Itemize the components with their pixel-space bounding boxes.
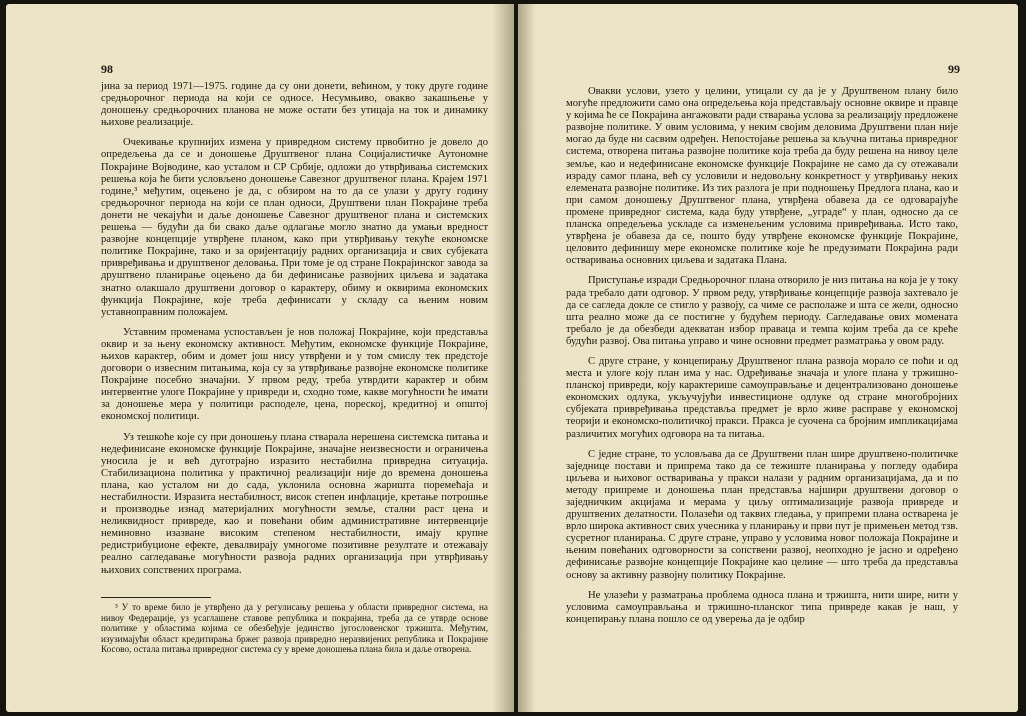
- gutter-shadow: [518, 4, 536, 712]
- page-number: 99: [948, 62, 960, 76]
- footnote-rule: [101, 597, 211, 598]
- left-page: [6, 4, 514, 712]
- paragraph: Не улазећи у разматрања проблема односа плана и тржишта, нити шире, нити у условима самоуправљања и тржишно-планског типа привреде какав је наш, у концепирању плана пошло се од уверења да је одбир: [566, 589, 958, 625]
- paragraph: С друге стране, у концепирању Друштвеног плана развоја морало се поћи и од места и улоге коју план има у нас. Одређивање значаја и улоге плана у тржишно-планској привреди, коју карактерише самоуправљање и децентрализовано доношење економских одлука, укључујући инвестиционе одлуке од стране многобројних субјеката привређивања представља предмет је врло живе расправе у економској теорији и економско-политичкој пракси. Пракса је суочена са бројним импликацијама различитих могућих одговора на та питања.: [566, 355, 958, 440]
- paragraph: Овакви услови, узето у целини, утицали су да је у Друштвеном плану било могуће предложити само она опредељења која представљају основне оквире и правце у којима ће се Покрајина ангажовати ради стварања услова за реализацију предложене развојне политике. У овим условима, у неким својим деловима Друштвени план није могао да буде ни сасвим одређен. Непостојање решења за кључна питања привредног система, отворена питања развојне политике која треба да буду решена на нивоу целе земље, као и недефинисане економске функције Покрајине не само да су отежавали израду самог плана, већ су условили и недовољну конкретност у утврђивању неких елемената развојне политике. Из тих разлога је при подношењу Предлога плана, као и при самом доношењу Друштвеног плана, утврђена обавеза да се одговарајуће промене привредног система, када буду утврђене, „уграде“ у план, односно да се планска опредељења ускладе са изменељеним условима привређивања. Исто тако, утврђена је обавеза да се, пошто буду утврђене економске функције Покрајине, целовито дефинишу мере економске политике које ће предузимати Покрајина ради остваривања основних циљева и задатака Плана.: [566, 86, 958, 267]
- paragraph: Уставним променама успостављен је нов положај Покрајине, који представља оквир и за њену економску активност. Међутим, економске функције Покрајине, њихов карактер, обим и домет још нису утврђени и у том смислу тек предстоје договори о извесним питањима, која су за утврђивање развојне економске политике Покрајине посебно значајни. У првом реду, треба утврдити карактер и обим интервентне улоге Покрајине у привреди и, сходно томе, какве могућности ће имати за доношење мера у политици расподеле, цена, пореској, кредитној и општој економској политици.: [101, 326, 488, 423]
- page-number: 98: [101, 62, 113, 76]
- paragraph: Уз тешкоће које су при доношењу плана стварала нерешена системска питања и недефинисане економске функције Покрајине, значајне неизвесности и ограничења уносила је и већ дуготрајно изразито нестабилна привредна ситуација. Стабилизациона политика у практичној реализацији није до времена доношења плана, као усталом ни до сада, уклонила основна жаришта поремећаја и нестабилности. Изразита нестабилност, висок степен инфлације, кретање потрошње и производње изнад материјалних могућности земље, стални раст цена и неликвидност привреде, као и повећани обим административне интервенције неминовно изазване високим степеном нестабилности, имају крупне редистрибуционе ефекте, девалвирају умногоме позитивне резултате и отежавају реално сагледавање могућности развоја радних организација при утврђивању њихових сопствених програма.: [101, 431, 488, 576]
- paragraph: Приступање изради Средњорочног плана отворило је низ питања на која је у току рада требало дати одговор. У првом реду, утврђивање концепције развоја захтевало је да се сагледа докле се стигло у развоју, са чиме се располаже и шта се жели, односно шта реално може да се постигне у будућем периоду. Сагледавање ових момената требало је да обезбеди адекватан избор праваца и темпа којим треба да се креће будући развој. Ова питања управо и чине основни предмет разматрања у овом раду.: [566, 275, 958, 347]
- footnote: ³ У то време било је утврђено да у регулисању решења у области привредног система, на нивоу Федерације, уз усаглашене ставове република и покрајина, треба да се утврде основе политике у областима којима се обезбеђује јединство југословенског тржишта. Међутим, изузимајући област кредитирања бржег развоја привредно неразвијених република и Покрајине Косово, остала питања привредног система су у време доношења плана била и даље отворена.: [101, 602, 488, 655]
- gutter-shadow: [492, 4, 514, 712]
- body-text: [101, 81, 488, 585]
- paragraph: С једне стране, то условљава да се Друштвени план шире друштвено-политичке заједнице постави и припрема тако да се тежиште планирања у погледу одабира циљева и њиховог остваривања у пракси налази у радним организацијама, да и по методу припреме и доношења план представља најшири друштвени договор о заједничким акцијама и мерама у циљу оптимализације развоја привреде и друштвених делатности. Полазећи од таквих гледања, у припреми плана остварена је врло широка активност свих учесника у планирању и први пут је примењен метод тзв. сусретног планирања. С друге стране, управо у условима новог положаја Покрајине и њеним повећаних одговорности за сопствени развој, неопходно је јасно и одређено дефинисање развојне концепције Покрајине као целине — што треба да представља основу за активну развојну политику Покрајине.: [566, 448, 958, 581]
- paragraph: јина за период 1971—1975. године да су они донети, већином, у току друге године средњорочног периода на који се односе. Несумњиво, овакво закашњење у доношењу средњорочних планова не може остати без утицаја на ток и динамику њихове реализације.: [101, 81, 488, 129]
- right-page: [518, 4, 1018, 712]
- paragraph: Очекивање крупнијих измена у привредном систему првобитно је довело до опредељења да се и доношење Друштвеног плана Социјалистичке Аутономне Покрајине Војводине, као усталом и СР Србије, одложи до утврђивања системских решења која ће бити условљено доношење Савезног друштвеног плана. Крајем 1971 године,³ међутим, оцењено је да, с обзиром на то да се улази у другу годину средњорочног периода на који се план односи, Друштвени план Покрајине треба донети не чекајући и даље доношење Савезног друштвеног плана и системских решења — будући да би свако даље одлагање могло знатно да умањи вредност развојне концепције утврђене планом, како при утврђивању текуће економске политике Покрајине, тако и за оријентацију радних организација и свих субјеката привређивања и друштвеног деловања. При томе је од стране Покрајинског завода за друштвено планирање оцењено да би дефинисање развојних циљева и задатака знатно олакшало друштвени договор о карактеру, обиму и оквирима економских функција Покрајине, које треба дефинисати у складу са њеним новим уставноправним положајем.: [101, 137, 488, 318]
- body-text: [566, 86, 958, 634]
